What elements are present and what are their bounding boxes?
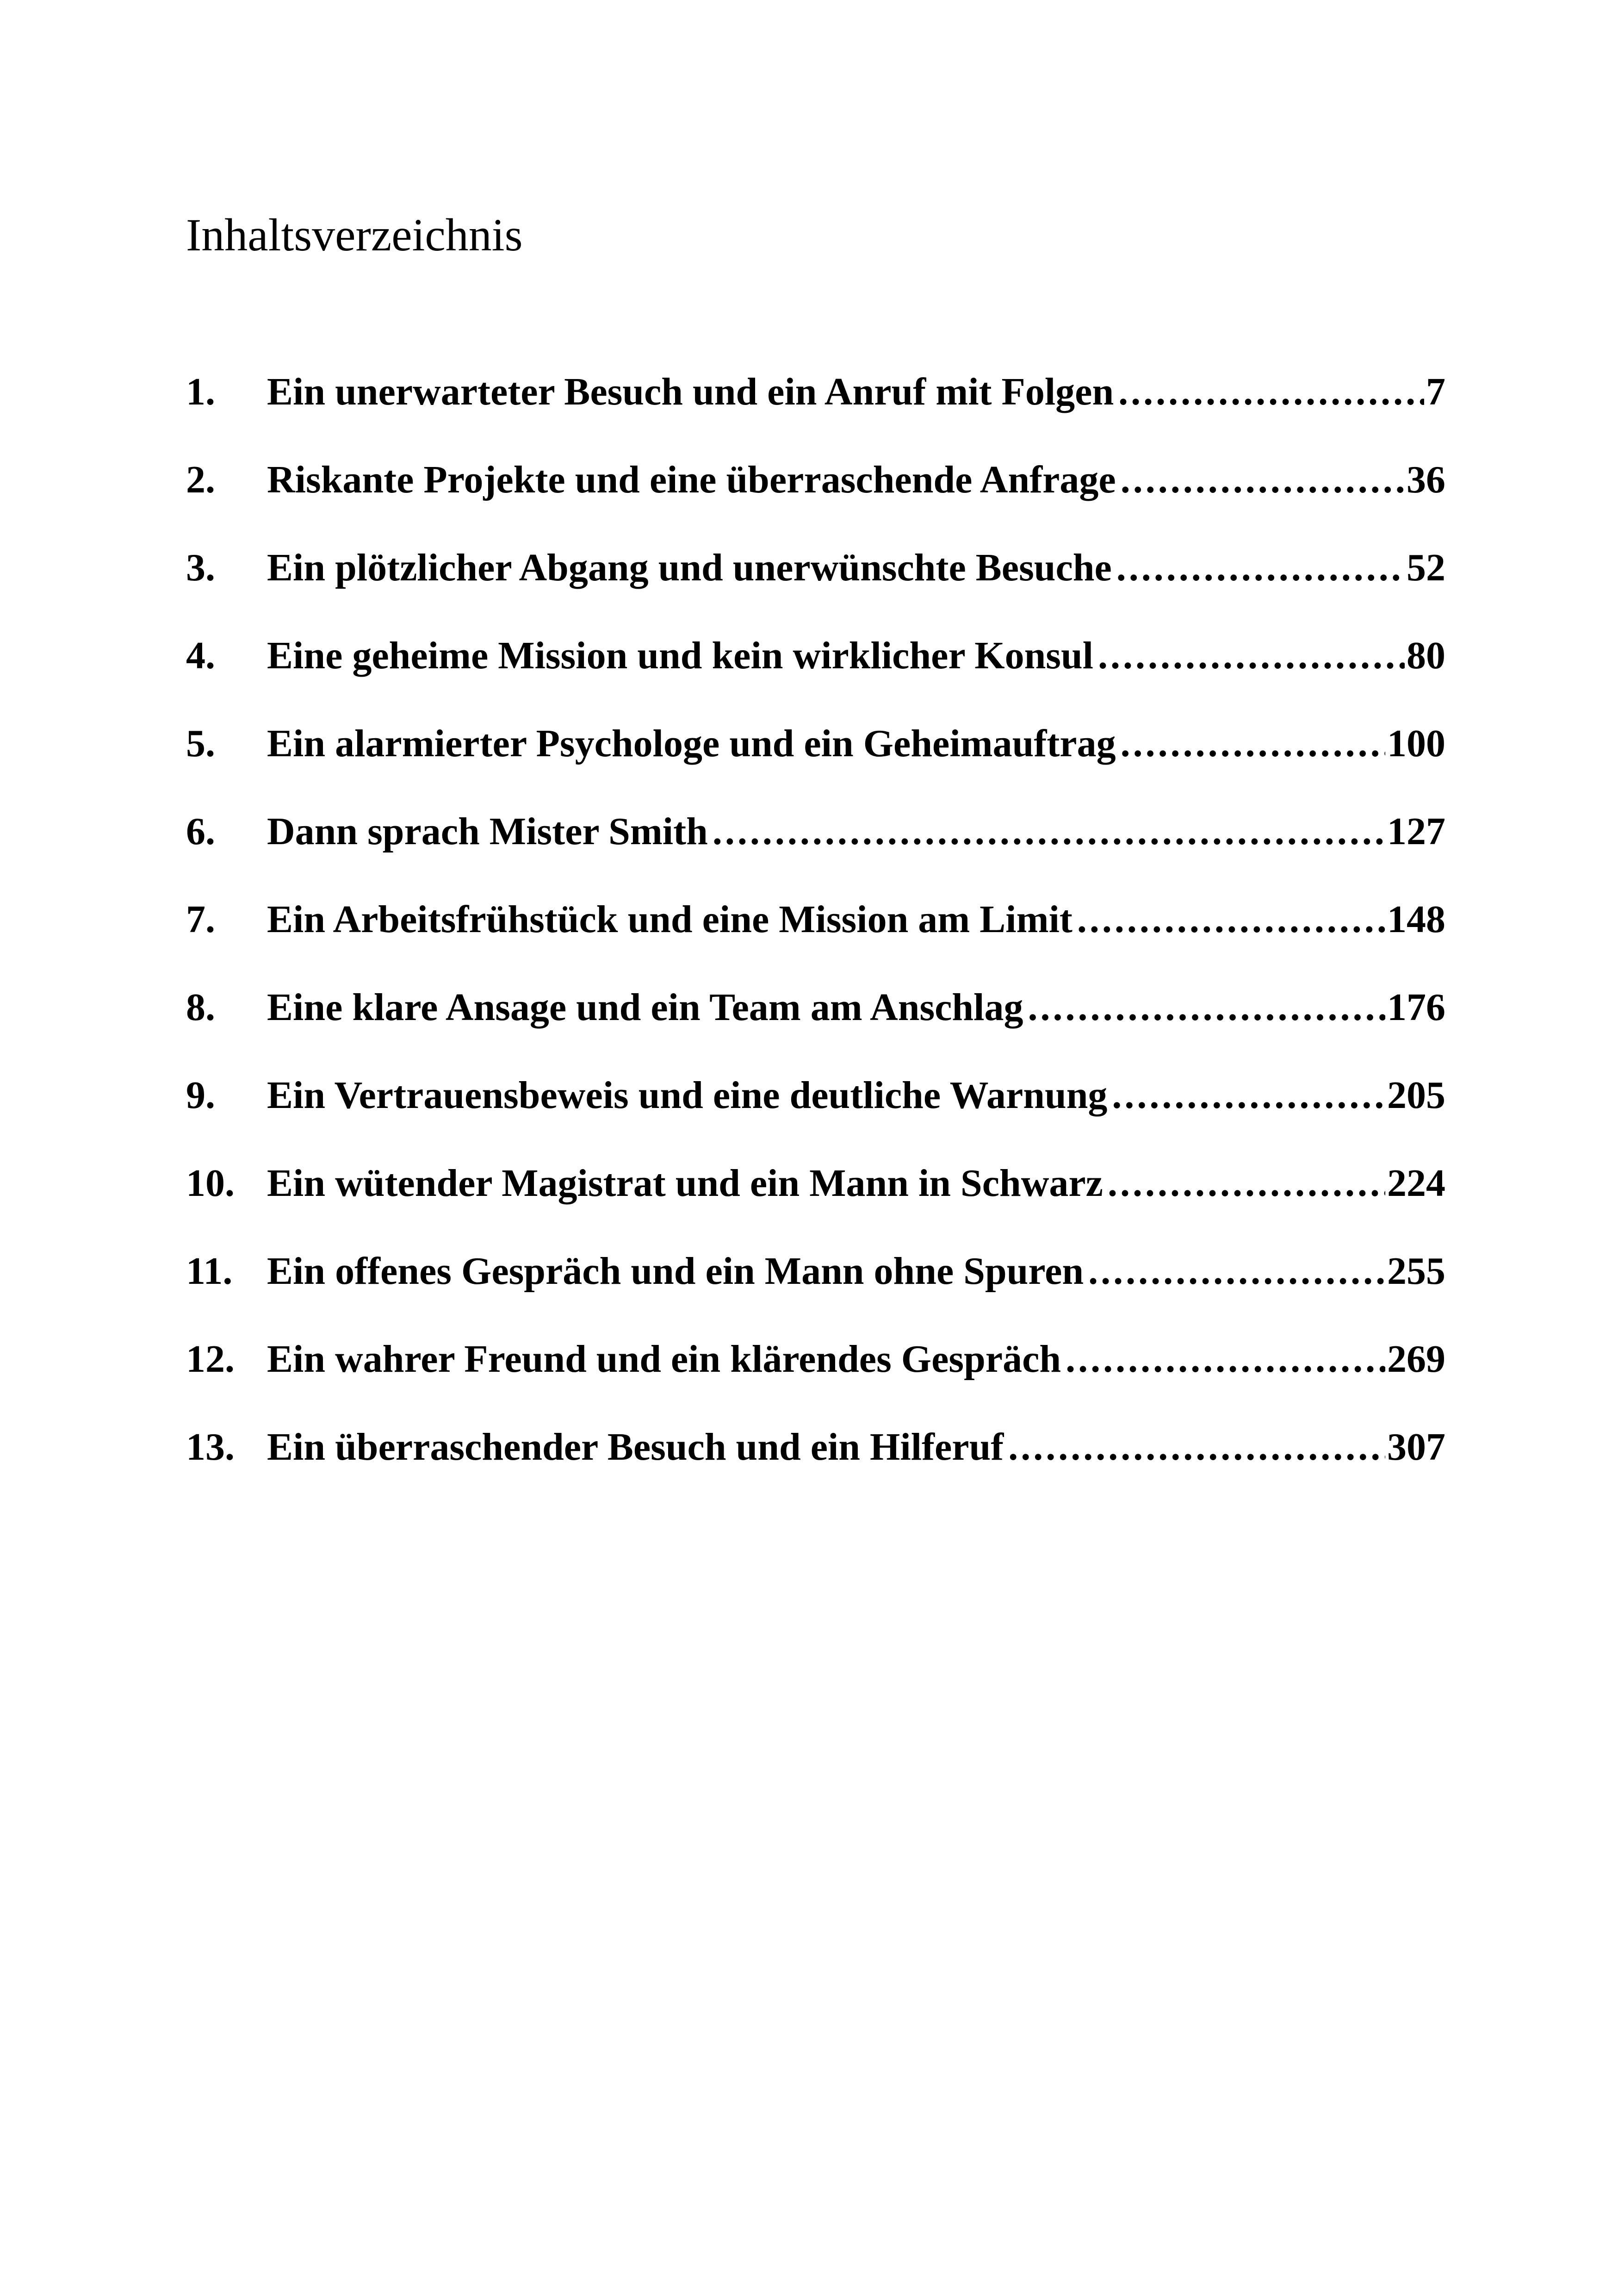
toc-entry-title: Ein alarmierter Psychologe und ein Geheimauftrag [267,722,1116,765]
toc-entry-page: 100 [1387,722,1445,765]
dot-leader [1121,460,1405,499]
dot-leader [1112,1076,1385,1115]
toc-entry-number: 11. [186,1250,233,1293]
toc-entry-page: 307 [1387,1425,1445,1468]
toc-entry-page: 224 [1387,1162,1445,1205]
toc-entry-title: Ein überraschender Besuch und ein Hilferuf [267,1425,1004,1468]
toc-entry-title: Riskante Projekte und eine überraschende Anfrage [267,458,1116,501]
toc-entry-title: Eine klare Ansage und ein Team am Anschlag [267,986,1023,1029]
toc-entry-7 [186,900,1445,988]
toc-entry-page: 148 [1387,898,1445,941]
toc-entry-number: 7. [186,898,215,941]
toc-entry-title: Ein Arbeitsfrühstück und eine Mission am Limit [267,898,1072,941]
toc-entry-5 [186,724,1445,812]
toc-entry-page: 36 [1407,458,1445,501]
toc-entry-title: Dann sprach Mister Smith [267,810,708,853]
toc-entry-title: Ein wahrer Freund und ein klärendes Gespräch [267,1338,1061,1381]
toc-entry-13 [186,1425,1445,1516]
toc-entry-number: 8. [186,986,215,1029]
table-of-contents [186,370,1445,1516]
toc-entry-number: 12. [186,1338,235,1381]
toc-entry-page: 205 [1387,1074,1445,1117]
toc-entry-number: 1. [186,370,215,413]
toc-entry-number: 5. [186,722,215,765]
dot-leader [1118,373,1424,411]
toc-entry-9 [186,1076,1445,1164]
toc-entry-page: 127 [1387,810,1445,853]
dot-leader [1108,1164,1385,1203]
dot-leader [1066,1340,1385,1379]
dot-leader [713,812,1385,851]
toc-entry-page: 52 [1407,546,1445,589]
toc-entry-page: 255 [1387,1250,1445,1293]
toc-entry-number: 6. [186,810,215,853]
page-title: Inhaltsverzeichnis [186,209,523,261]
dot-leader [1077,900,1385,939]
toc-entry-title: Ein Vertrauensbeweis und eine deutliche Warnung [267,1074,1108,1117]
toc-entry-10 [186,1164,1445,1252]
toc-entry-number: 2. [186,458,215,501]
toc-entry-title: Ein offenes Gespräch und ein Mann ohne Spuren [267,1250,1084,1293]
toc-entry-number: 4. [186,634,215,677]
dot-leader [1028,988,1385,1027]
toc-entry-number: 13. [186,1425,235,1468]
dot-leader [1088,1252,1385,1291]
toc-entry-12 [186,1340,1445,1428]
toc-entry-6 [186,812,1445,900]
toc-entry-4 [186,636,1445,724]
toc-entry-number: 3. [186,546,215,589]
dot-leader [1116,548,1405,587]
dot-leader [1098,636,1405,675]
toc-entry-title: Ein plötzlicher Abgang und unerwünschte Besuche [267,546,1112,589]
dot-leader [1008,1428,1385,1467]
toc-entry-page: 176 [1387,986,1445,1029]
toc-entry-number: 10. [186,1162,235,1205]
toc-entry-1 [186,370,1445,460]
toc-entry-8 [186,988,1445,1076]
toc-entry-number: 9. [186,1074,215,1117]
toc-entry-title: Eine geheime Mission und kein wirklicher Konsul [267,634,1094,677]
toc-entry-page: 7 [1426,370,1445,413]
toc-entry-title: Ein unerwarteter Besuch und ein Anruf mit Folgen [267,370,1114,413]
toc-entry-page: 80 [1407,634,1445,677]
toc-entry-title: Ein wütender Magistrat und ein Mann in Schwarz [267,1162,1103,1205]
toc-entry-11 [186,1252,1445,1340]
toc-entry-page: 269 [1387,1338,1445,1381]
toc-entry-2 [186,460,1445,548]
toc-entry-3 [186,548,1445,636]
dot-leader [1121,724,1385,763]
